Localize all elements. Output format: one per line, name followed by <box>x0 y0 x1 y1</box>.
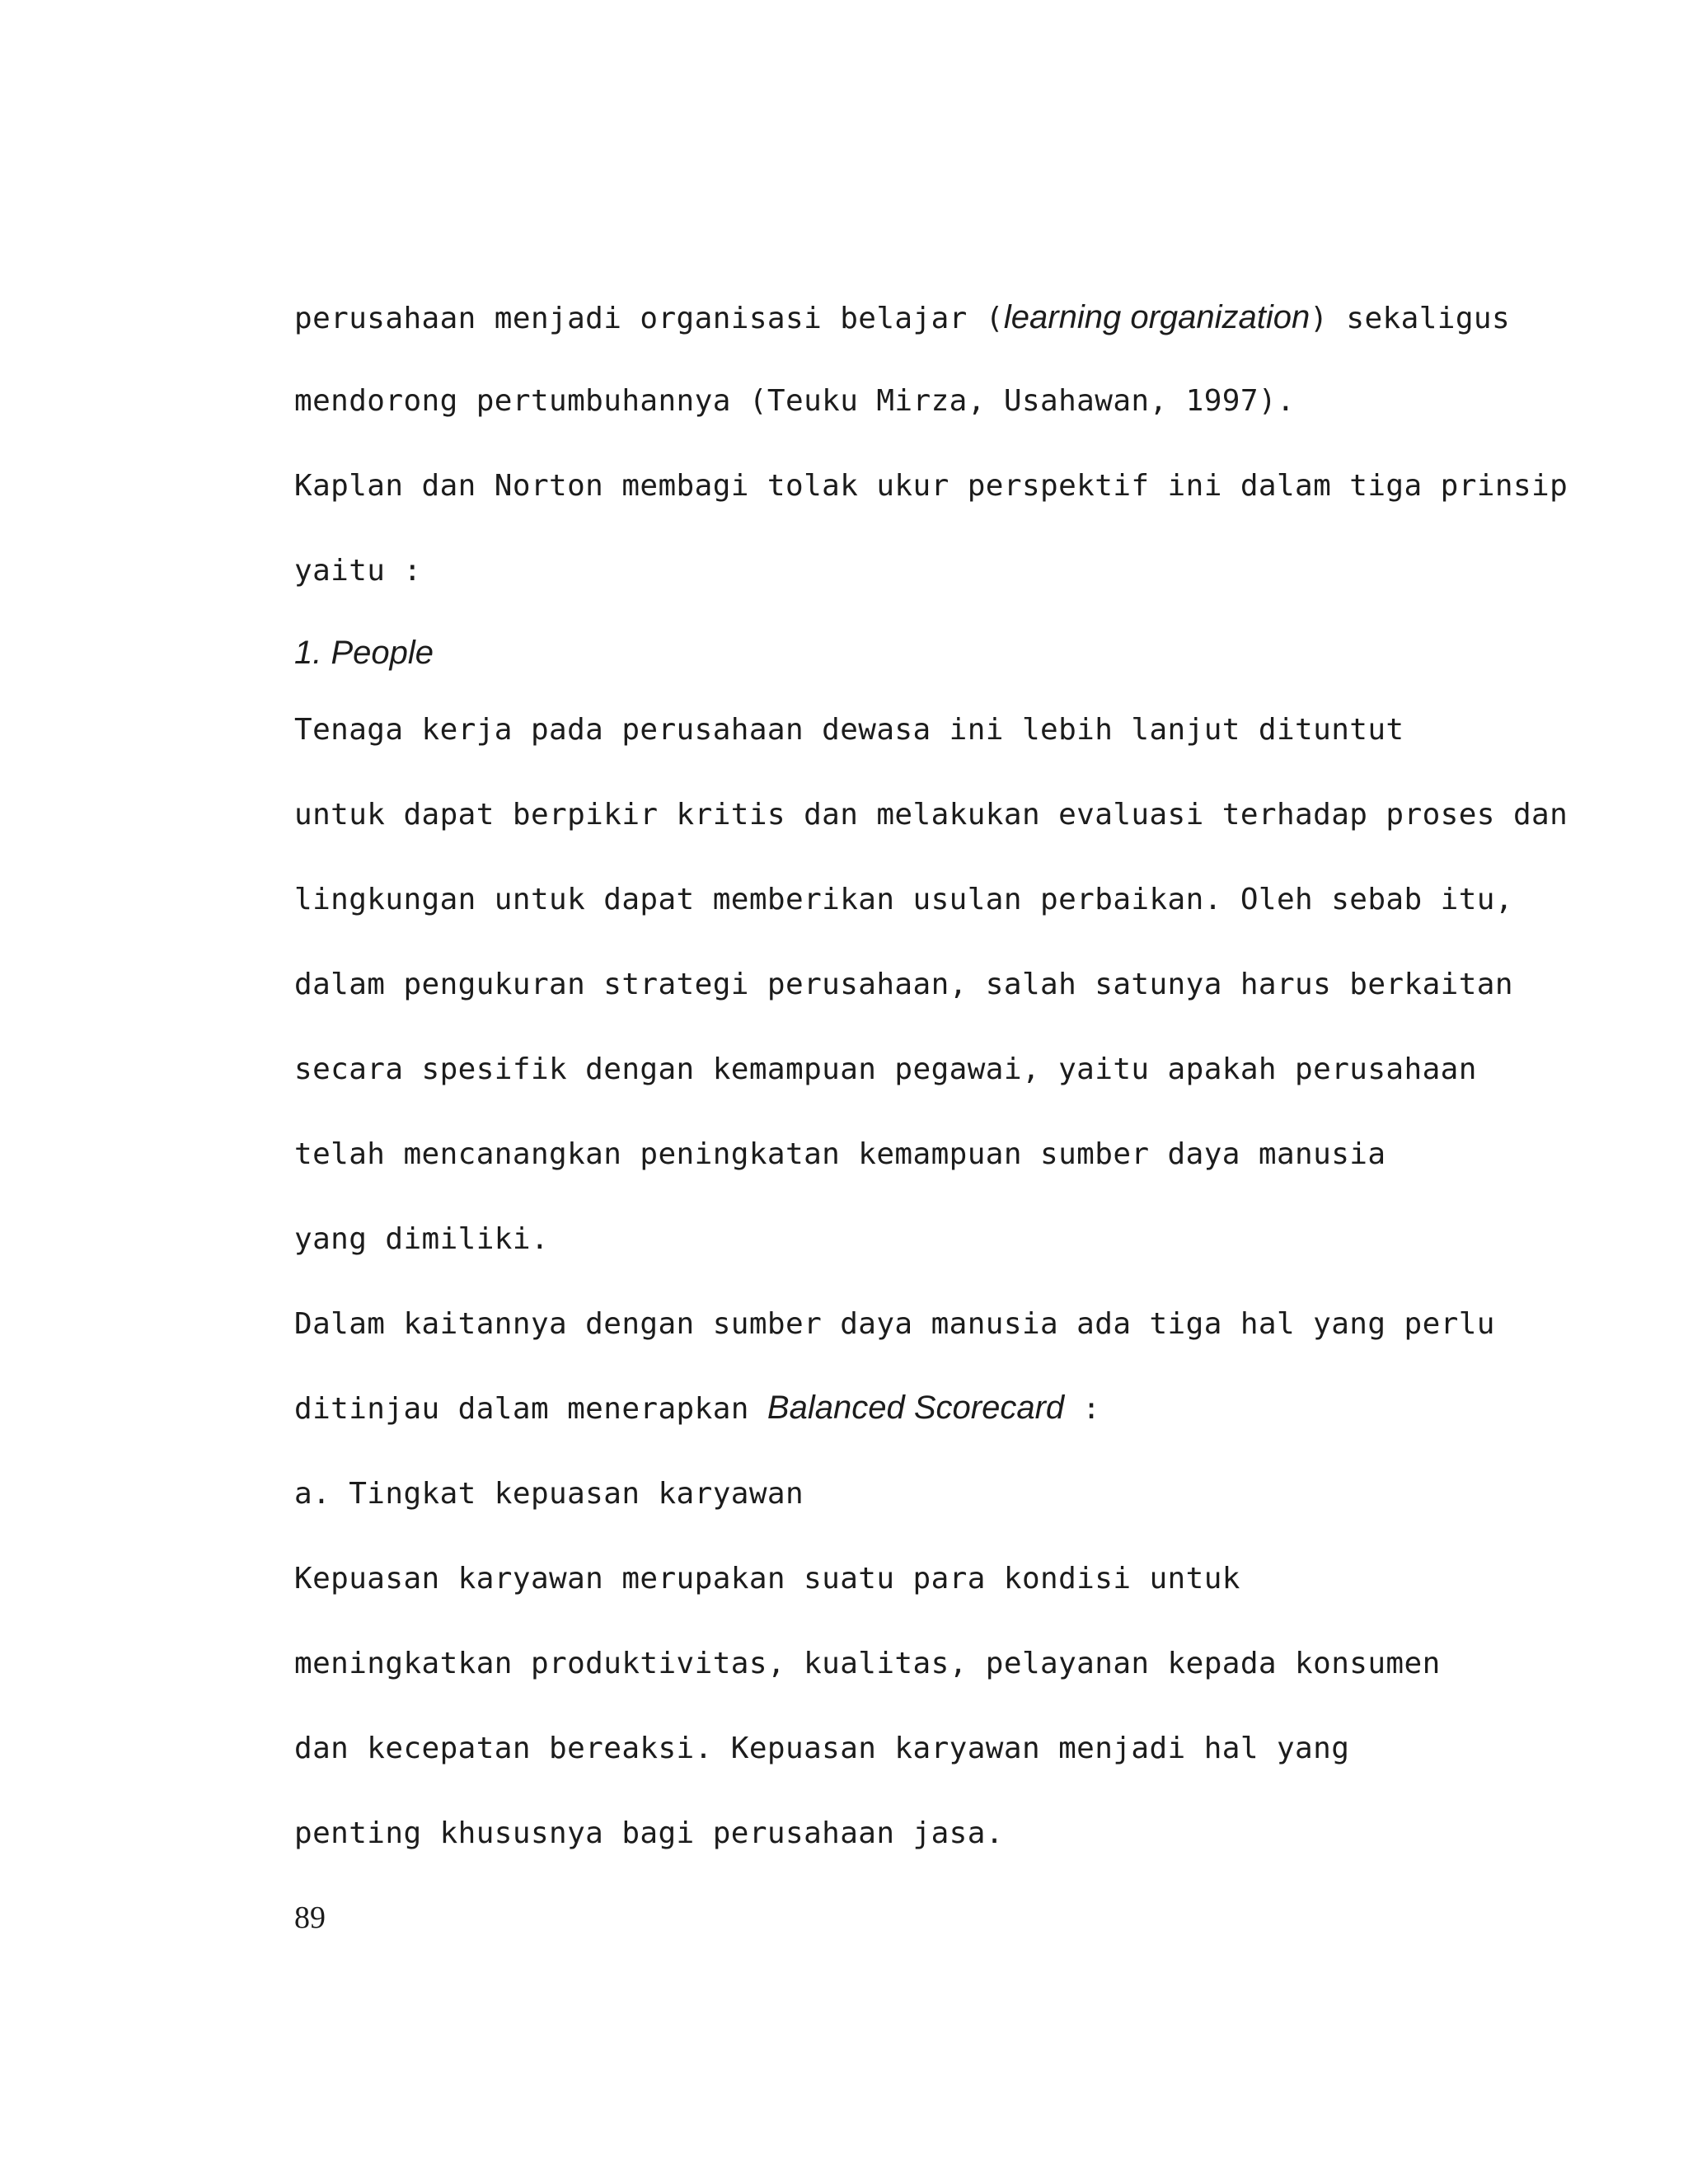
text-line: dalam pengukuran strategi perusahaan, salah satunya harus berkaitan <box>294 968 1513 1001</box>
text-line: yang dimiliki. <box>294 1222 550 1256</box>
text-segment: ditinjau dalam menerapkan <box>294 1392 767 1426</box>
text-line: Kaplan dan Norton membagi tolak ukur perspektif ini dalam tiga prinsip <box>294 469 1568 503</box>
text-line <box>294 301 1510 334</box>
text-line: lingkungan untuk dapat memberikan usulan perbaikan. Oleh sebab itu, <box>294 883 1513 916</box>
text-line: yaitu : <box>294 554 422 588</box>
section-heading: 1. People <box>294 635 434 671</box>
emphasis-term: learning organization <box>1003 299 1311 335</box>
text-line: Dalam kaitannya dengan sumber daya manusia ada tiga hal yang perlu <box>294 1307 1495 1341</box>
text-line: penting khususnya bagi perusahaan jasa. <box>294 1816 1004 1850</box>
emphasis-term: Balanced Scorecard <box>767 1390 1065 1426</box>
text-segment: : <box>1064 1392 1101 1426</box>
text-line: Tenaga kerja pada perusahaan dewasa ini lebih lanjut dituntut <box>294 713 1404 747</box>
text-line: untuk dapat berpikir kritis dan melakukan evaluasi terhadap proses dan <box>294 798 1568 832</box>
text-line <box>294 1391 1100 1424</box>
page-number: 89 <box>294 1900 326 1935</box>
text-line: meningkatkan produktivitas, kualitas, pelayanan kepada konsumen <box>294 1647 1441 1680</box>
text-line: telah mencanangkan peningkatan kemampuan sumber daya manusia <box>294 1137 1386 1171</box>
text-line: dan kecepatan bereaksi. Kepuasan karyawan menjadi hal yang <box>294 1732 1350 1765</box>
text-segment: ) sekaligus <box>1310 302 1511 335</box>
text-line: secara spesifik dengan kemampuan pegawai, yaitu apakah perusahaan <box>294 1052 1477 1086</box>
text-line: mendorong pertumbuhannya (Teuku Mirza, Usahawan, 1997). <box>294 384 1296 418</box>
text-line: Kepuasan karyawan merupakan suatu para kondisi untuk <box>294 1562 1240 1596</box>
text-segment: perusahaan menjadi organisasi belajar ( <box>294 302 1004 335</box>
list-item-label: a. Tingkat kepuasan karyawan <box>294 1477 804 1511</box>
